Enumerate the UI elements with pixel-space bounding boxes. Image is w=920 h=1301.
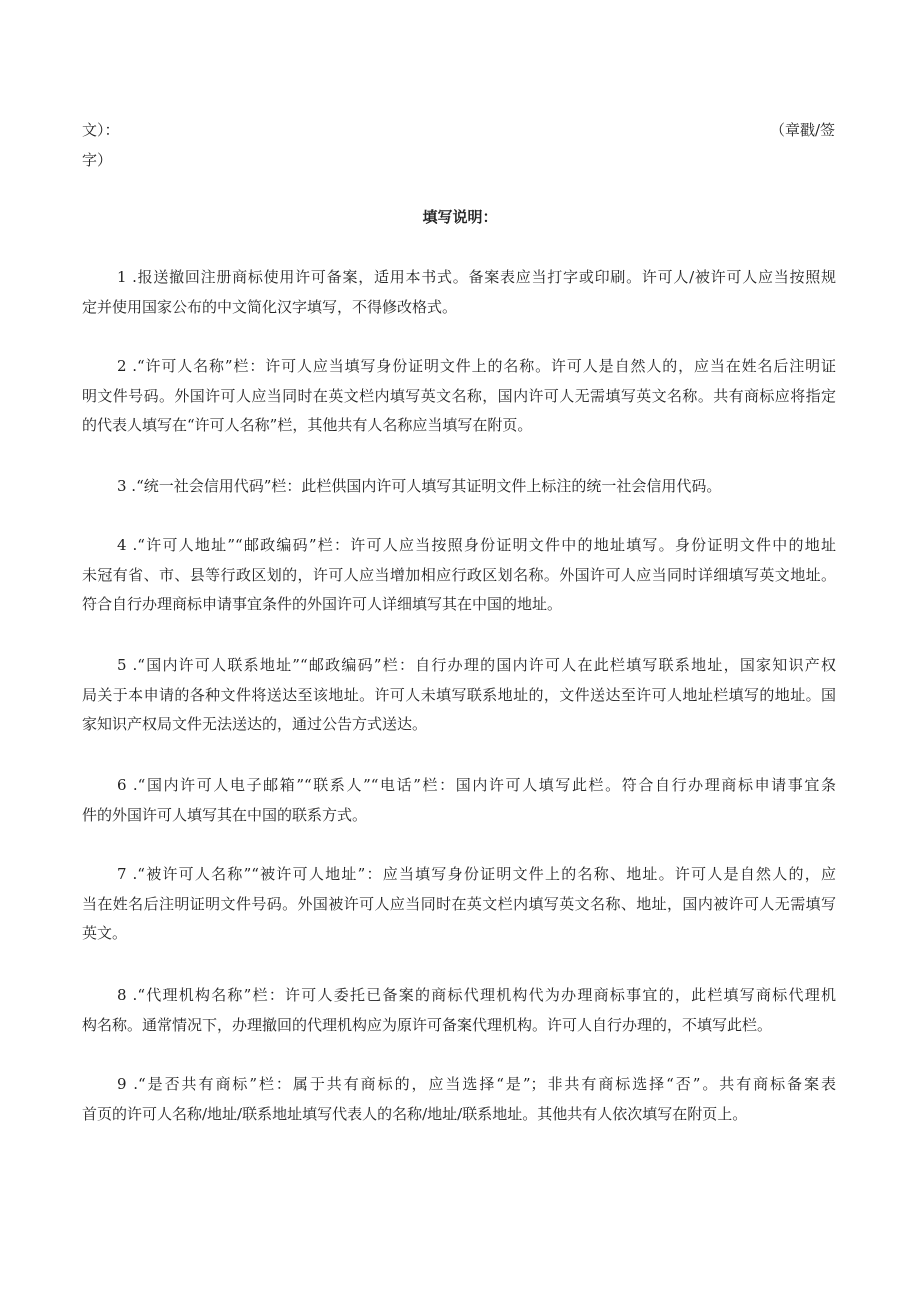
seal-signature-label: （章戳/签 <box>769 121 835 139</box>
instruction-line: 家知识产权局文件无法送达的，通过公告方式送达。 <box>82 715 428 734</box>
instruction-line: 1 .报送撤回注册商标使用许可备案，适用本书式。备案表应当打字或印刷。许可人/被许可人应当按照规 <box>117 268 836 286</box>
instruction-line: 2 .“许可人名称”栏：许可人应当填写身份证明文件上的名称。许可人是自然人的，应当在姓名后注明证 <box>117 357 836 375</box>
instruction-line: 件的外国许可人填写其在中国的联系方式。 <box>82 805 368 824</box>
instruction-line: 的代表人填写在“许可人名称”栏，其他共有人名称应当填写在附页。 <box>82 416 533 435</box>
instruction-line: 明文件号码。外国许可人应当同时在英文栏内填写英文名称，国内许可人无需填写英文名称。共有商标应将指定 <box>82 386 836 405</box>
instruction-item <box>82 1070 836 1129</box>
instruction-line: 当在姓名后注明证明文件号码。外国被许可人应当同时在英文栏内填写英文名称、地址，国内被许可人无需填写 <box>82 894 836 913</box>
instruction-line: 局关于本申请的各种文件将送达至该地址。许可人未填写联系地址的，文件送达至许可人地址栏填写的地址。国 <box>82 685 836 704</box>
instruction-line: 定并使用国家公布的中文简化汉字填写，不得修改格式。 <box>82 297 458 316</box>
instruction-line: 符合自行办理商标申请事宜条件的外国许可人详细填写其在中国的地址。 <box>82 595 563 614</box>
instruction-item <box>82 860 836 949</box>
instruction-item <box>82 472 836 502</box>
signature-label-cont: 字） <box>82 150 113 169</box>
instruction-line: 构名称。通常情况下，办理撤回的代理机构应为原许可备案代理机构。许可人自行办理的，不填写此栏。 <box>82 1015 773 1034</box>
instruction-line: 9 .“是否共有商标”栏：属于共有商标的，应当选择“是”；非共有商标选择“否”。共有商标备案表 <box>117 1075 836 1093</box>
instruction-item <box>82 771 836 830</box>
instruction-line: 4 .“许可人地址”“邮政编码”栏：许可人应当按照身份证明文件中的地址填写。身份证明文件中的地址 <box>117 536 836 554</box>
instruction-line: 首页的许可人名称/地址/联系地址填写代表人的名称/地址/联系地址。其他共有人依次填写在附页上。 <box>82 1104 748 1123</box>
instruction-line: 英文。 <box>82 924 128 943</box>
instruction-line: 5 .“国内许可人联系地址”“邮政编码”栏：自行办理的国内许可人在此栏填写联系地址，国家知识产权 <box>117 656 836 674</box>
signature-line <box>82 116 836 175</box>
instruction-item <box>82 352 836 441</box>
signature-label: 文）： <box>82 121 120 139</box>
instruction-item <box>82 531 836 620</box>
instruction-item <box>82 651 836 740</box>
instruction-item <box>82 981 836 1040</box>
instructions-title: 填写说明： <box>422 208 498 226</box>
instruction-line: 未冠有省、市、县等行政区划的，许可人应当增加相应行政区划名称。外国许可人应当同时详细填写英文地址。 <box>82 565 836 584</box>
instruction-line: 7 .“被许可人名称”“被许可人地址”：应当填写身份证明文件上的名称、地址。许可人是自然人的，应 <box>117 865 836 883</box>
instruction-line: 3 .“统一社会信用代码”栏：此栏供国内许可人填写其证明文件上标注的统一社会信用代码。 <box>117 477 722 495</box>
instruction-line: 6 .“国内许可人电子邮箱”“联系人”“电话”栏：国内许可人填写此栏。符合自行办理商标申请事宜条 <box>117 776 836 794</box>
instruction-item <box>82 263 836 322</box>
instruction-line: 8 .“代理机构名称”栏：许可人委托已备案的商标代理机构代为办理商标事宜的，此栏填写商标代理机 <box>117 986 836 1004</box>
